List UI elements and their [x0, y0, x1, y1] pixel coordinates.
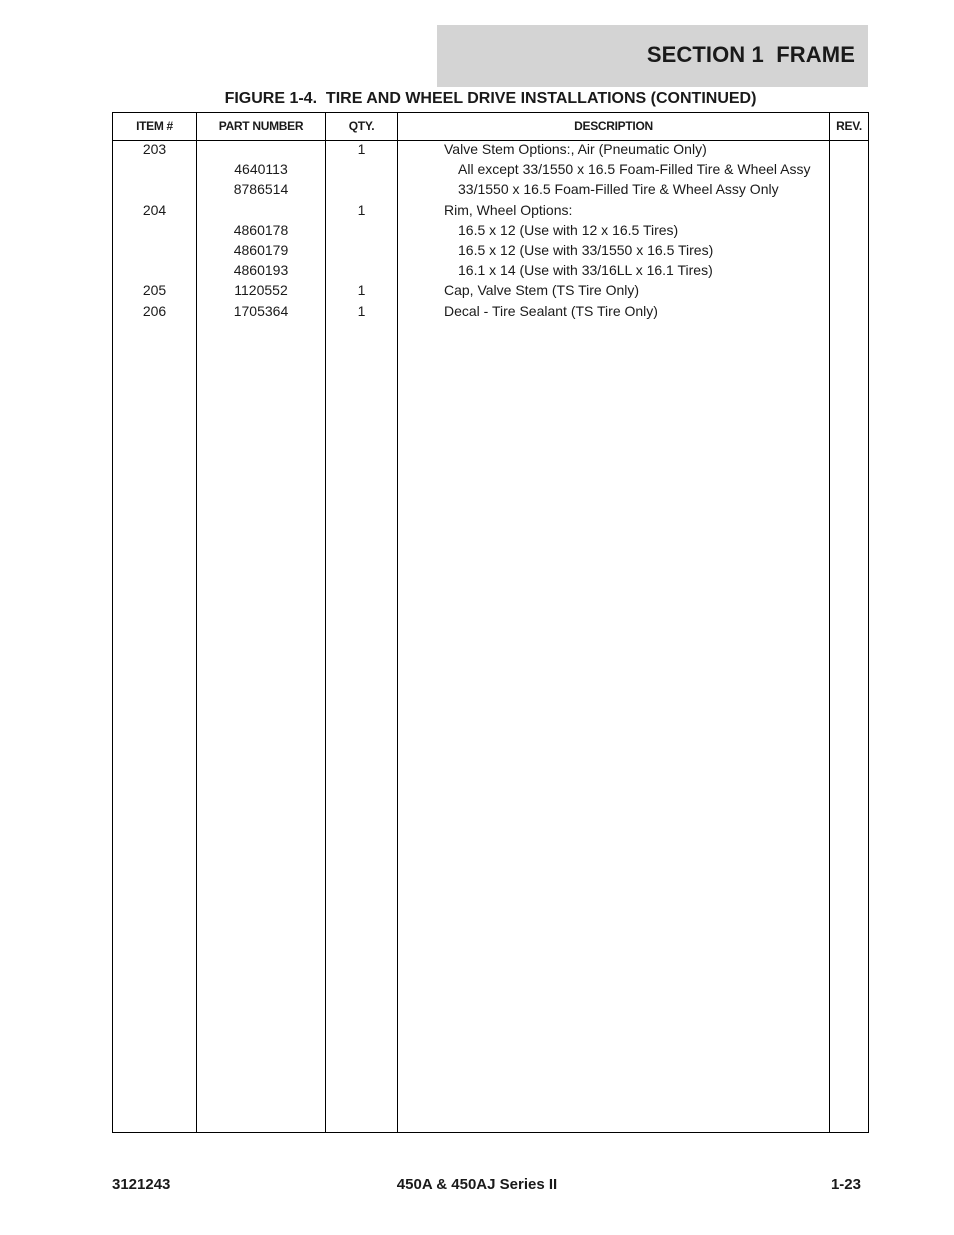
table-row: [113, 200, 868, 220]
quantity: 1: [357, 141, 366, 157]
footer-page-number: 1-23: [830, 1176, 861, 1193]
table-row: [113, 301, 868, 321]
header-part-number: PART NUMBER: [218, 119, 304, 133]
item-number: 205: [142, 282, 167, 299]
header-rev: REV.: [836, 119, 862, 133]
description: 16.5 x 12 (Use with 33/1550 x 16.5 Tires): [458, 242, 714, 258]
table-row: [113, 280, 868, 300]
part-number: 1120552: [234, 282, 288, 299]
item-number: 206: [142, 302, 167, 319]
table-row: [113, 159, 868, 179]
table-row: [113, 240, 868, 260]
description: Cap, Valve Stem (TS Tire Only): [444, 282, 640, 299]
item-number: 203: [142, 141, 167, 157]
part-number: 8786514: [233, 181, 289, 198]
table-row: [113, 179, 868, 199]
table-row: [113, 220, 868, 240]
header-qty: QTY.: [348, 119, 375, 133]
quantity: 1: [357, 302, 366, 319]
section-title: SECTION 1 FRAME: [646, 42, 855, 67]
description: Decal - Tire Sealant (TS Tire Only): [444, 302, 658, 319]
part-number: 4860178: [233, 221, 289, 238]
description: Rim, Wheel Options:: [444, 201, 573, 218]
description: All except 33/1550 x 16.5 Foam-Filled Tire & Wheel Assy: [458, 161, 811, 178]
description: 16.1 x 14 (Use with 33/16LL x 16.1 Tires): [458, 262, 713, 279]
quantity: 1: [357, 282, 366, 299]
part-number: 4860179: [233, 242, 289, 258]
parts-table: [112, 112, 869, 1133]
table-row: [113, 139, 868, 159]
header-description: DESCRIPTION: [574, 119, 653, 133]
description: 33/1550 x 16.5 Foam-Filled Tire & Wheel Assy Only: [458, 181, 779, 198]
description: 16.5 x 12 (Use with 12 x 16.5 Tires): [458, 221, 679, 238]
item-number: 204: [142, 201, 167, 218]
figure-title: FIGURE 1-4. TIRE AND WHEEL DRIVE INSTALLATIONS (CONTINUED): [224, 90, 757, 107]
description: Valve Stem Options:, Air (Pneumatic Only): [444, 141, 707, 157]
section-header: [437, 25, 868, 87]
part-number: 4640113: [234, 161, 288, 178]
quantity: 1: [357, 201, 366, 218]
part-number: 1705364: [233, 302, 289, 319]
header-item: ITEM #: [136, 119, 173, 133]
table-row: [113, 260, 868, 280]
footer-model: 450A & 450AJ Series II: [396, 1176, 558, 1193]
footer-doc-number: 3121243: [112, 1176, 171, 1193]
part-number: 4860193: [233, 262, 289, 279]
